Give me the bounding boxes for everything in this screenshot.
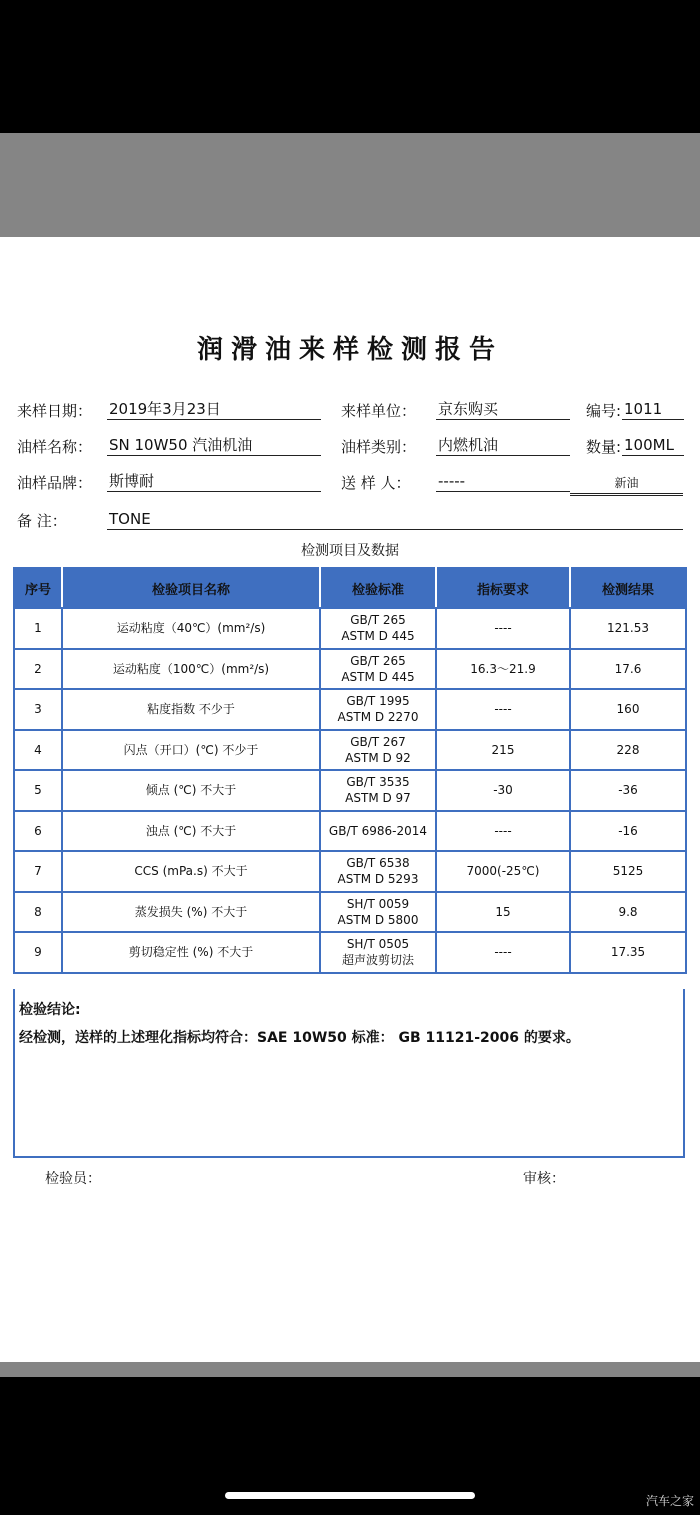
unit-label: 来样单位： bbox=[341, 402, 417, 420]
standard-line-2: ASTM D 97 bbox=[345, 791, 411, 806]
oil-name-label: 油样名称： bbox=[17, 438, 93, 456]
standard-line-1: GB/T 265 bbox=[350, 613, 406, 628]
sender-value: ----- bbox=[436, 471, 570, 492]
standard-line-1: GB/T 6538 bbox=[346, 856, 410, 871]
sample-date-value: 2019年3月23日 bbox=[107, 399, 321, 420]
standard-line-1: GB/T 6986-2014 bbox=[328, 823, 428, 838]
row-item-cell: CCS (mPa.s) 不大于 bbox=[62, 851, 320, 892]
row-no-cell: 3 bbox=[14, 689, 62, 730]
table-row bbox=[14, 851, 686, 892]
standard-line-1: SH/T 0059 bbox=[346, 896, 410, 911]
row-result-cell: 9.8 bbox=[570, 892, 686, 933]
row-result-cell: -16 bbox=[570, 811, 686, 852]
standard-line-1: GB/T 267 bbox=[350, 734, 406, 749]
inspector-label: 检验员： bbox=[45, 1171, 101, 1187]
table-row bbox=[14, 649, 686, 690]
brand-label: 油样品牌： bbox=[17, 474, 93, 492]
oil-name-value: SN 10W50 汽油机油 bbox=[107, 435, 321, 456]
row-item-cell: 浊点 (℃) 不大于 bbox=[62, 811, 320, 852]
conclusion-title: 检验结论: bbox=[19, 1002, 81, 1018]
oil-category-label: 油样类别： bbox=[341, 438, 417, 456]
standard-line-2: ASTM D 5293 bbox=[337, 872, 419, 887]
row-item-cell: 运动粘度（100℃）(mm²/s) bbox=[62, 649, 320, 690]
report-title: 润滑油来样检测报告 bbox=[196, 335, 503, 365]
watermark: 汽车之家 bbox=[645, 1494, 694, 1508]
row-item-cell: 闪点（开口）(℃) 不少于 bbox=[62, 730, 320, 771]
standard-line-2: ASTM D 445 bbox=[341, 629, 415, 644]
row-standard-cell bbox=[320, 649, 436, 690]
standard-line-2: ASTM D 92 bbox=[345, 750, 411, 765]
table-row bbox=[14, 770, 686, 811]
row-requirement-cell: 215 bbox=[436, 730, 570, 771]
remark-value: TONE bbox=[107, 509, 683, 530]
brand-value: 斯博耐 bbox=[107, 471, 321, 492]
row-standard-cell bbox=[320, 851, 436, 892]
number-label: 编号: bbox=[586, 402, 622, 420]
row-result-cell: 228 bbox=[570, 730, 686, 771]
table-row bbox=[14, 689, 686, 730]
row-item-cell: 粘度指数 不少于 bbox=[62, 689, 320, 730]
row-standard-cell bbox=[320, 892, 436, 933]
row-requirement-cell: ---- bbox=[436, 608, 570, 649]
table-row bbox=[14, 608, 686, 649]
table-row bbox=[14, 811, 686, 852]
quantity-label: 数量: bbox=[586, 438, 622, 456]
row-no-cell: 7 bbox=[14, 851, 62, 892]
remark-label: 备 注： bbox=[17, 512, 67, 530]
row-result-cell: 17.35 bbox=[570, 932, 686, 973]
top-black-bar bbox=[0, 0, 700, 133]
row-result-cell: -36 bbox=[570, 770, 686, 811]
top-gray-band bbox=[0, 133, 700, 237]
oil-category-value: 内燃机油 bbox=[436, 435, 570, 456]
report-page bbox=[0, 237, 700, 1362]
row-requirement-cell: ---- bbox=[436, 811, 570, 852]
row-item-cell: 剪切稳定性 (%) 不大于 bbox=[62, 932, 320, 973]
row-no-cell: 1 bbox=[14, 608, 62, 649]
standard-line-1: GB/T 265 bbox=[350, 653, 406, 668]
row-no-cell: 8 bbox=[14, 892, 62, 933]
row-item-cell: 倾点 (℃) 不大于 bbox=[62, 770, 320, 811]
row-requirement-cell: ---- bbox=[436, 932, 570, 973]
header-result: 检测结果 bbox=[570, 568, 686, 608]
row-standard-cell bbox=[320, 770, 436, 811]
standard-line-2: ASTM D 5800 bbox=[337, 912, 419, 927]
row-result-cell: 160 bbox=[570, 689, 686, 730]
row-item-cell: 运动粘度（40℃）(mm²/s) bbox=[62, 608, 320, 649]
row-result-cell: 17.6 bbox=[570, 649, 686, 690]
row-item-cell: 蒸发损失 (%) 不大于 bbox=[62, 892, 320, 933]
row-result-cell: 5125 bbox=[570, 851, 686, 892]
row-requirement-cell: 15 bbox=[436, 892, 570, 933]
standard-line-1: SH/T 0505 bbox=[346, 937, 410, 952]
row-result-cell: 121.53 bbox=[570, 608, 686, 649]
row-requirement-cell: 7000(-25℃) bbox=[436, 851, 570, 892]
conclusion-box bbox=[13, 989, 685, 1158]
row-no-cell: 2 bbox=[14, 649, 62, 690]
row-standard-cell bbox=[320, 730, 436, 771]
quantity-value: 100ML bbox=[622, 435, 684, 456]
header-requirement: 指标要求 bbox=[436, 568, 570, 608]
table-row bbox=[14, 892, 686, 933]
header-standard: 检验标准 bbox=[320, 568, 436, 608]
unit-value: 京东购买 bbox=[436, 399, 570, 420]
table-row bbox=[14, 730, 686, 771]
row-requirement-cell: 16.3～21.9 bbox=[436, 649, 570, 690]
table-header-row bbox=[14, 568, 686, 608]
sample-date-label: 来样日期： bbox=[17, 402, 93, 420]
standard-line-1: GB/T 3535 bbox=[346, 775, 410, 790]
conclusion-text: 经检测，送样的上述理化指标均符合：SAE 10W50 标准： GB 11121-2006 的要求。 bbox=[19, 1030, 580, 1046]
home-indicator[interactable] bbox=[225, 1492, 475, 1499]
header-item: 检验项目名称 bbox=[62, 568, 320, 608]
sender-label: 送 样 人： bbox=[341, 474, 411, 492]
test-data-table bbox=[13, 567, 687, 974]
row-requirement-cell: ---- bbox=[436, 689, 570, 730]
row-requirement-cell: -30 bbox=[436, 770, 570, 811]
row-standard-cell bbox=[320, 689, 436, 730]
reviewer-label: 审核： bbox=[523, 1171, 565, 1187]
row-standard-cell bbox=[320, 608, 436, 649]
table-row bbox=[14, 932, 686, 973]
oil-state-value: 新油 bbox=[570, 473, 683, 496]
row-standard-cell bbox=[320, 811, 436, 852]
bottom-gray-band bbox=[0, 1362, 700, 1377]
header-no: 序号 bbox=[14, 568, 62, 608]
standard-line-2: ASTM D 445 bbox=[341, 669, 415, 684]
row-no-cell: 6 bbox=[14, 811, 62, 852]
row-no-cell: 9 bbox=[14, 932, 62, 973]
row-no-cell: 4 bbox=[14, 730, 62, 771]
section-title: 检测项目及数据 bbox=[301, 543, 399, 559]
number-value: 1011 bbox=[622, 399, 684, 420]
standard-line-1: GB/T 1995 bbox=[346, 694, 410, 709]
standard-line-2: ASTM D 2270 bbox=[337, 710, 419, 725]
standard-line-2: 超声波剪切法 bbox=[341, 953, 414, 968]
row-no-cell: 5 bbox=[14, 770, 62, 811]
row-standard-cell bbox=[320, 932, 436, 973]
